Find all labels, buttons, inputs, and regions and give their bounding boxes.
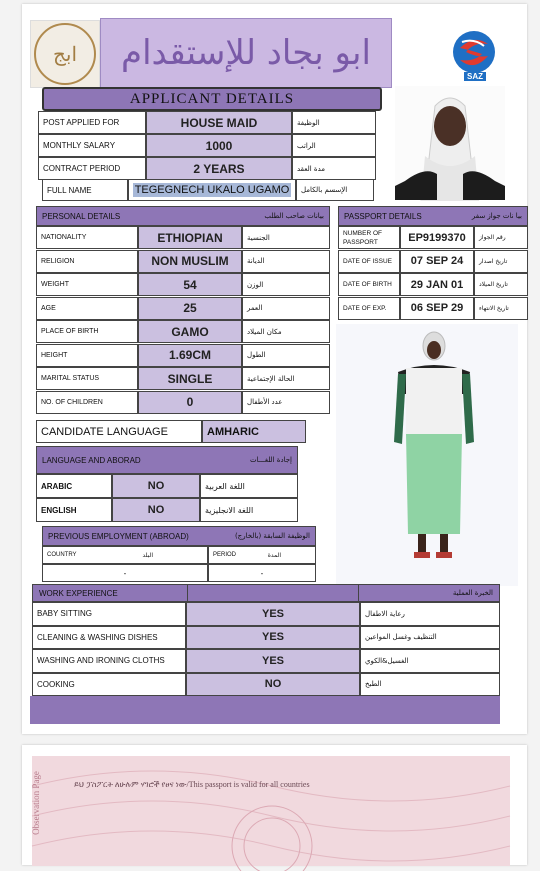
passport-valid-text: ይህ ፓስፖርት ለሁሉም ሃገሮች የፀና ነው/This passport is valid for all countries [74, 780, 310, 789]
personal-row-value: NON MUSLIM [138, 250, 242, 273]
passport-row-label: DATE OF ISSUE [338, 250, 400, 273]
language-row-label-ar: اللغة العربية [200, 474, 298, 498]
passport-row-value: 06 SEP 29 [400, 297, 474, 320]
experience-row-label: COOKING [32, 673, 186, 697]
previous-employment-title-ar: الوظيفة السابقة (بالخارج) [234, 532, 310, 540]
passport-details-title-ar: بيا نات جواز سفر [471, 212, 522, 220]
salary-label-ar: الراتب [292, 134, 376, 157]
footer-bar [30, 696, 500, 724]
language-row-label: ENGLISH [36, 498, 112, 522]
experience-row-label-ar: الطبخ [360, 673, 500, 697]
portrait-image [395, 86, 505, 200]
personal-row-label-ar: عدد الأطفال [242, 391, 330, 414]
passport-details-header [338, 206, 528, 226]
personal-row-label: NATIONALITY [36, 226, 138, 249]
passport-row-label: NUMBER OF PASSPORT [338, 226, 400, 249]
experience-row-value: YES [186, 602, 360, 626]
applicant-full-body-photo [336, 324, 518, 586]
company-title-banner [100, 18, 392, 88]
company-title: ابو بجاد للإستقدام [121, 33, 371, 73]
passport-scan-image [32, 756, 510, 866]
work-experience-header [32, 584, 500, 602]
passport-details-title: PASSPORT DETAILS [344, 211, 422, 221]
personal-row-label-ar: الحالة الإجتماعية [242, 367, 330, 390]
personal-row-label-ar: الجنسية [242, 226, 330, 249]
personal-row-label-ar: مكان الميلاد [242, 320, 330, 343]
experience-row-label: WASHING AND IRONING CLOTHS [32, 649, 186, 673]
previous-employment-header [42, 526, 316, 546]
personal-row-label-ar: العمر [242, 297, 330, 320]
personal-details-header [36, 206, 330, 226]
experience-row-label: BABY SITTING [32, 602, 186, 626]
passport-row-value: 07 SEP 24 [400, 250, 474, 273]
post-label-ar: الوظيفة [292, 111, 376, 134]
passport-row-label-ar: تاريخ الانتهاء [474, 297, 528, 320]
personal-row-label-ar: الطول [242, 344, 330, 367]
personal-row-value: 1.69CM [138, 344, 242, 367]
language-row-label: ARABIC [36, 474, 112, 498]
observation-page-text: Observation Page [30, 771, 41, 835]
passport-row-label-ar: تاريخ الميلاد [474, 273, 528, 296]
language-row-value: NO [112, 498, 200, 522]
brand-name: SAZ [464, 72, 486, 81]
applicant-portrait-photo [395, 86, 505, 200]
previous-employment-title: PREVIOUS EMPLOYMENT (ABROAD) [48, 531, 189, 541]
prev-period-value: - [208, 564, 316, 582]
passport-row-value: EP9199370 [400, 226, 474, 249]
full-name-label: FULL NAME [42, 179, 128, 201]
prev-period-label-en: PERIOD [213, 552, 237, 558]
applicant-details-banner [42, 87, 382, 111]
candidate-language-label: CANDIDATE LANGUAGE [36, 420, 202, 443]
experience-row-value: YES [186, 626, 360, 650]
full-name-box [128, 179, 296, 201]
prev-period-label [208, 546, 316, 564]
passport-row-label-ar: رقم الجواز [474, 226, 528, 249]
experience-row-label: CLEANING & WASHING DISHES [32, 626, 186, 650]
salary-value: 1000 [146, 134, 292, 157]
passport-pattern [32, 756, 510, 866]
prev-country-label-ar: البلد [142, 551, 153, 559]
experience-row-label-ar: التنظيف وغسل المواعين [360, 626, 500, 650]
prev-country-label-en: COUNTRY [47, 552, 77, 558]
personal-row-label-ar: الوزن [242, 273, 330, 296]
candidate-language-value: AMHARIC [202, 420, 306, 443]
languages-title-ar: إجادة اللغـــات [249, 456, 292, 464]
personal-row-label: PLACE OF BIRTH [36, 320, 138, 343]
prev-country-value: - [42, 564, 208, 582]
full-name-label-ar: الإسسم بالكامل [296, 179, 374, 201]
personal-row-label-ar: الديانة [242, 250, 330, 273]
personal-row-value: SINGLE [138, 367, 242, 390]
full-name-value: TEGEGNECH UKALO UGAMO [134, 184, 290, 196]
personal-row-value: ETHIOPIAN [138, 226, 242, 249]
experience-row-value: NO [186, 673, 360, 697]
post-value: HOUSE MAID [146, 111, 292, 134]
prev-period-label-ar: المدة [267, 551, 281, 559]
work-experience-title: WORK EXPERIENCE [39, 588, 118, 598]
company-logo [30, 20, 100, 88]
applicant-details-title: APPLICANT DETAILS [129, 90, 295, 107]
logo-initials: ابج [52, 42, 78, 66]
passport-scan-page [22, 745, 527, 865]
personal-details-title: PERSONAL DETAILS [42, 211, 121, 221]
personal-row-label: NO. OF CHILDREN [36, 391, 138, 414]
experience-row-label-ar: الغسيل&الكوي [360, 649, 500, 673]
post-label: POST APPLIED FOR [38, 111, 146, 134]
language-row-value: NO [112, 474, 200, 498]
personal-row-value: 25 [138, 297, 242, 320]
passport-row-label: DATE OF EXP. [338, 297, 400, 320]
experience-row-label-ar: رعاية الاطفال [360, 602, 500, 626]
full-body-image [336, 324, 518, 586]
contract-label: CONTRACT PERIOD [38, 157, 146, 180]
personal-row-label: RELIGION [36, 250, 138, 273]
personal-row-label: WEIGHT [36, 273, 138, 296]
prev-country-label [42, 546, 208, 564]
contract-label-ar: مدة العقد [292, 157, 376, 180]
personal-row-label: AGE [36, 297, 138, 320]
salary-label: MONTHLY SALARY [38, 134, 146, 157]
passport-row-value: 29 JAN 01 [400, 273, 474, 296]
brand-logo [444, 28, 504, 84]
personal-row-value: 0 [138, 391, 242, 414]
experience-row-value: YES [186, 649, 360, 673]
contract-value: 2 YEARS [146, 157, 292, 180]
passport-row-label: DATE OF BIRTH [338, 273, 400, 296]
personal-row-label: HEIGHT [36, 344, 138, 367]
languages-header [36, 446, 298, 474]
personal-details-title-ar: بيانات صاحب الطلب [264, 212, 324, 220]
application-page [22, 4, 527, 734]
work-experience-title-ar: الخبرة العملية [452, 589, 493, 597]
passport-row-label-ar: تاريخ اصدار [474, 250, 528, 273]
languages-title: LANGUAGE AND ABORAD [42, 455, 141, 465]
language-row-label-ar: اللغة الانجليزية [200, 498, 298, 522]
work-experience-header-mid [187, 585, 359, 601]
personal-row-value: 54 [138, 273, 242, 296]
personal-row-value: GAMO [138, 320, 242, 343]
personal-row-label: MARITAL STATUS [36, 367, 138, 390]
